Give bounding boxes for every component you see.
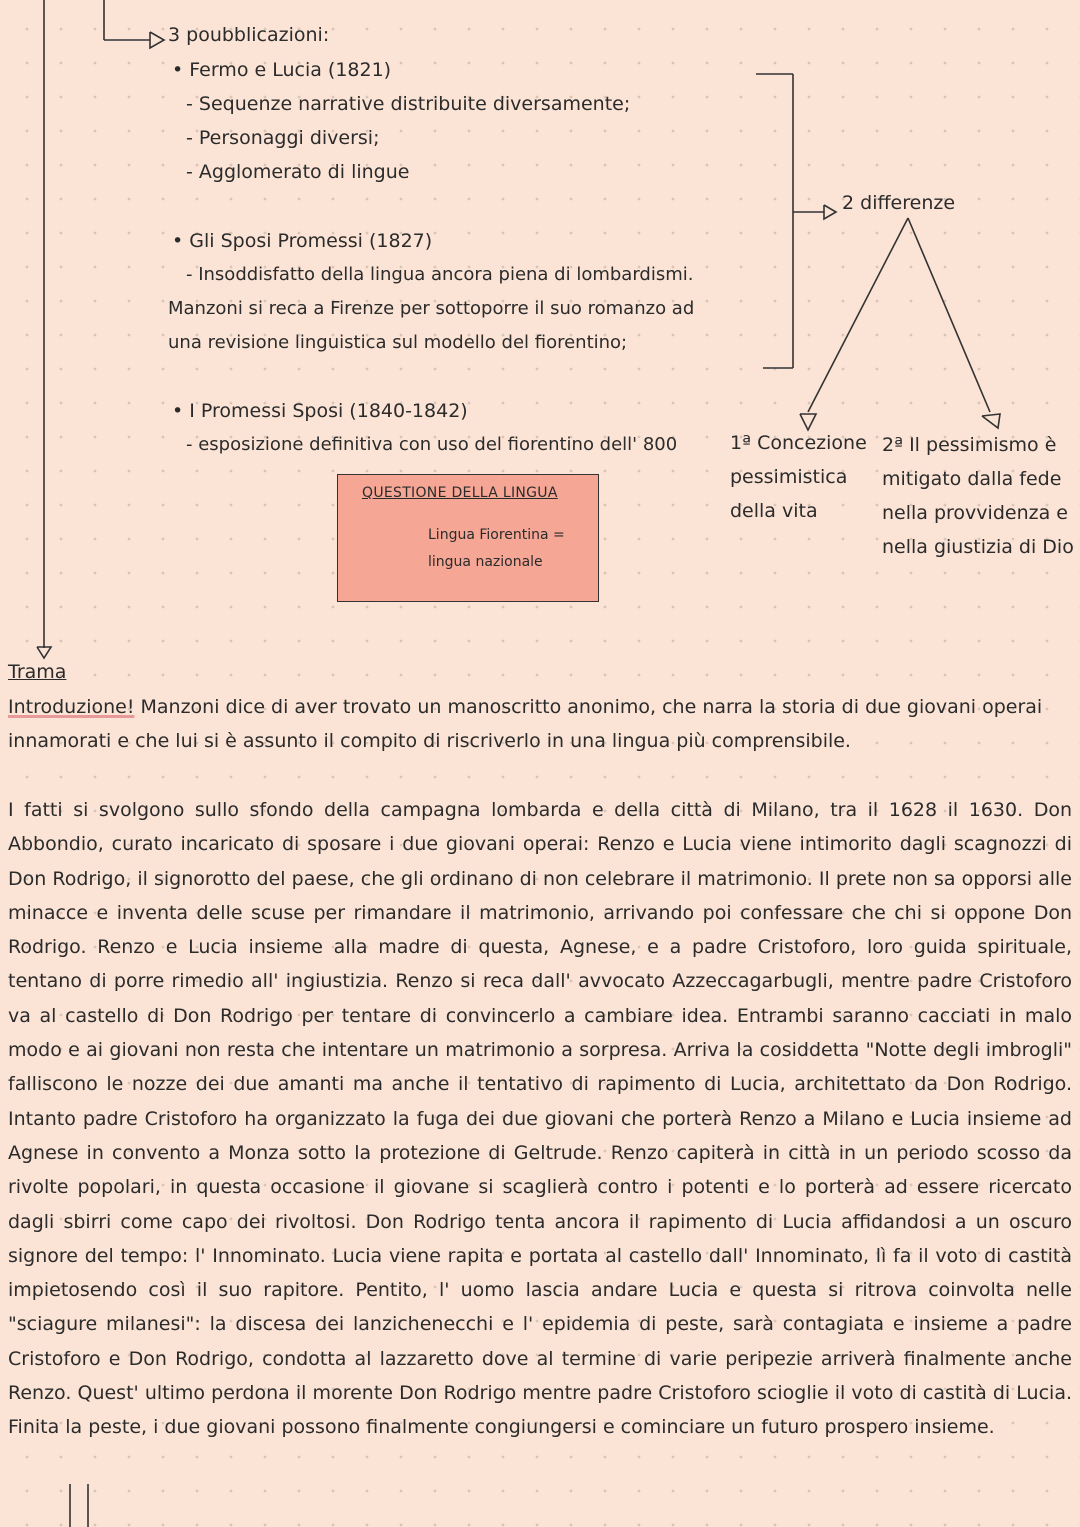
introduction-paragraph xyxy=(8,690,1072,758)
box-line: lingua nazionale xyxy=(428,554,543,570)
introduction-label: Introduzione! xyxy=(8,696,135,718)
publication-1-point: - Personaggi diversi; xyxy=(186,127,380,149)
publication-3-point: - esposizione definitiva con uso del fiorentino dell' 800 xyxy=(186,434,678,455)
box-line: Lingua Fiorentina = xyxy=(428,527,565,543)
difference-1-line: della vita xyxy=(730,500,818,522)
publication-1-point: - Agglomerato di lingue xyxy=(186,161,410,183)
publication-2-point: una revisione linguistica sul modello del fiorentino; xyxy=(168,332,628,353)
differences-label: 2 differenze xyxy=(842,192,956,214)
difference-2-line: nella provvidenza e xyxy=(882,502,1068,524)
difference-2-line: 2ª Il pessimismo è xyxy=(882,434,1057,456)
difference-2-line: mitigato dalla fede xyxy=(882,468,1062,490)
publication-1-point: - Sequenze narrative distribuite diversamente; xyxy=(186,93,631,115)
introduction-text: Manzoni dice di aver trovato un manoscritto anonimo, che narra la storia di due giovani operai innamorati e che lui si è assunto il compito di riscriverlo in una lingua più comprensibile. xyxy=(8,696,1043,752)
publication-3-title: • I Promessi Sposi (1840-1842) xyxy=(172,400,468,422)
plot-paragraph: I fatti si svolgono sullo sfondo della campagna lombarda e della città di Milano, tra il 1628 il 1630. Don Abbondio, curato incaricato di sposare i due giovani operai: Renzo e Lucia viene intimorito dagli scagnozzi di Don Rodrigo, il signorotto del paese, che gli ordinano di non celebrare il matrimonio. Il prete non sa opporsi alle minacce e inventa delle scuse per rimandare il matrimonio, arrivando poi confessare che chi si oppone Don Rodrigo. Renzo e Lucia insieme alla madre di questa, Agnese, e a padre Cristoforo, loro guida spirituale, tentano di porre rimedio all' ingiustizia. Renzo si reca dall' avvocato Azzeccagarbugli, mentre padre Cristoforo va al castello di Don Rodrigo per tentare di convincerlo a cambiare idea. Entrambi saranno cacciati in malo modo e ai giovani non resta che intentare un matrimonio a sorpresa. Arriva la cosiddetta "Notte degli imbrogli" falliscono le nozze dei due amanti ma anche il tentativo di rapimento di Lucia, architettato da Don Rodrigo. Intanto padre Cristoforo ha organizzato la fuga dei due giovani che porterà Renzo a Milano e Lucia insieme ad Agnese in convento a Monza sotto la protezione di Geltrude. Renzo capiterà in città in un periodo scosso da rivolte popolari, in questa occasione il giovane si scaglierà contro i potenti e lo porterà ad essere ricercato dagli sbirri come capo dei rivoltosi. Don Rodrigo tenta ancora il rapimento di Lucia affidandosi a un oscuro signore del tempo: l' Innominato. Lucia viene rapita e portata al castello dall' Innominato, lì fa il voto di castità impietosendo così il suo rapitore. Pentito, l' uomo lascia andare Lucia e questa si ritrova coinvolta nelle "sciagure milanesi": la discesa dei lanzichenecchi e l' epidemia di peste, sarà contagiata e insieme a padre Cristoforo e Don Rodrigo, condotta al lazzaretto dove al termine di varie peripezie arriverà finalmente anche Renzo. Quest' ultimo perdona il morente Don Rodrigo mentre padre Cristoforo scioglie il voto di castità di Lucia. Finita la peste, i due giovani possono finalmente congiungersi e cominciare un futuro prospero insieme. xyxy=(8,799,1072,1439)
box-title: QUESTIONE DELLA LINGUA xyxy=(362,485,558,501)
trama-heading: Trama xyxy=(8,661,67,683)
publication-2-title: • Gli Sposi Promessi (1827) xyxy=(172,230,433,252)
publication-2-point: - Insoddisfatto della lingua ancora piena di lombardismi. xyxy=(186,264,694,285)
difference-1-line: 1ª Concezione xyxy=(730,432,867,454)
publications-heading: 3 poubblicazioni: xyxy=(168,24,330,46)
publication-1-title: • Fermo e Lucia (1821) xyxy=(172,59,392,81)
difference-2-line: nella giustizia di Dio xyxy=(882,536,1074,558)
language-question-box xyxy=(337,474,599,602)
publication-2-point: Manzoni si reca a Firenze per sottoporre il suo romanzo ad xyxy=(168,298,695,319)
difference-1-line: pessimistica xyxy=(730,466,848,488)
